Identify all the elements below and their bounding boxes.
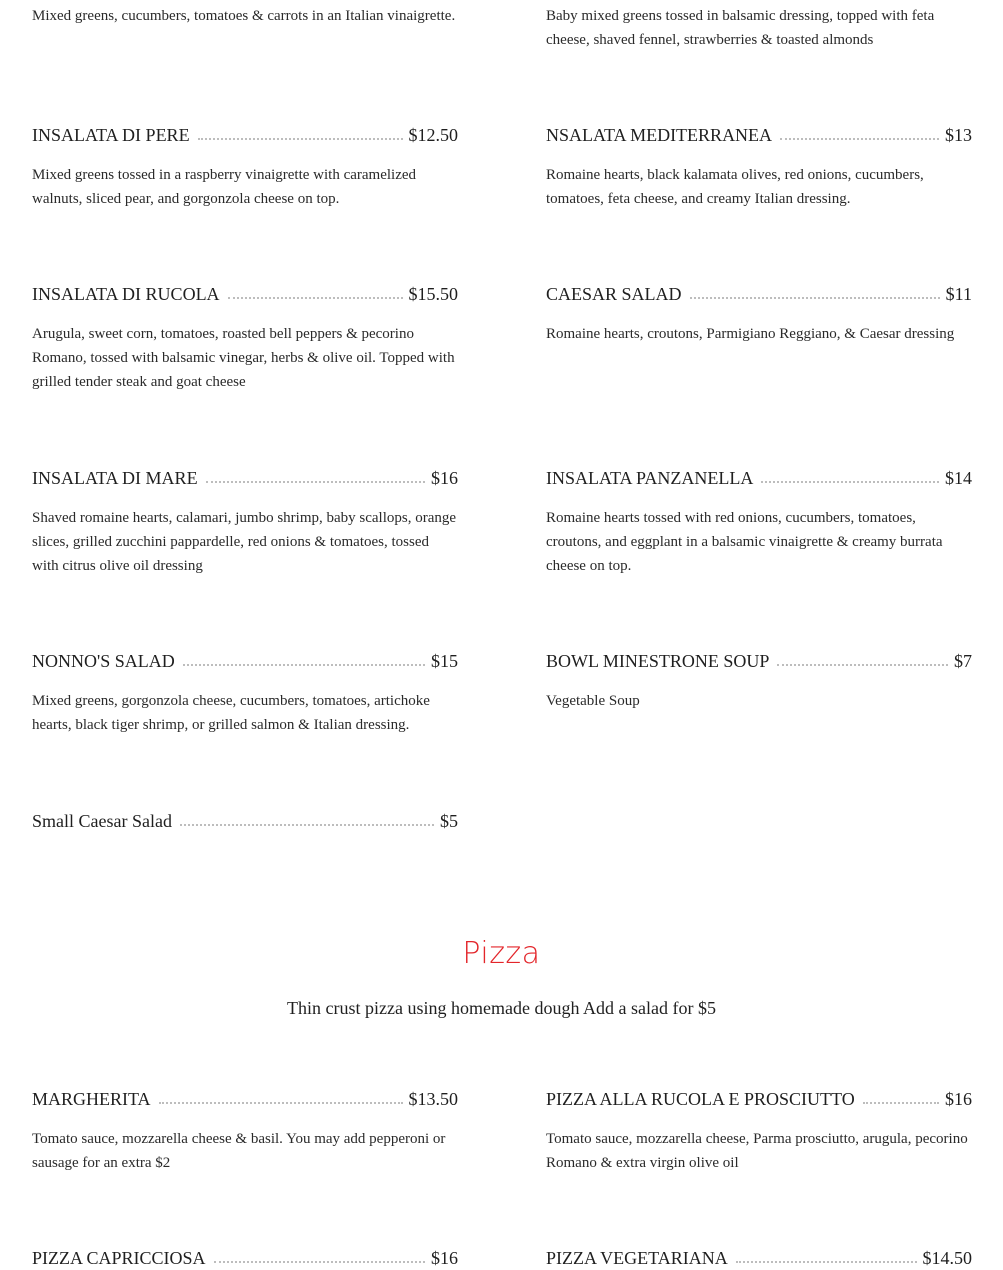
menu-item-header	[546, 1246, 972, 1270]
dotted-leader	[214, 1261, 425, 1263]
menu-item-name: INSALATA DI PERE	[32, 125, 190, 145]
menu-item-description: Vegetable Soup	[546, 693, 640, 709]
menu-item-header	[32, 1087, 458, 1111]
menu-item-name: NSALATA MEDITERRANEA	[546, 125, 773, 145]
menu-item-description: Baby mixed greens tossed in balsamic dressing, topped with feta cheese, shaved fennel, strawberries & toasted almonds	[546, 8, 935, 48]
dotted-leader	[761, 481, 939, 483]
dotted-leader	[736, 1261, 917, 1263]
menu-item-description: Shaved romaine hearts, calamari, jumbo shrimp, baby scallops, orange slices, grilled zucchini pappardelle, red onions & tomatoes, tossed with citrus olive oil dressing	[32, 510, 457, 574]
menu-item-description: Romaine hearts, croutons, Parmigiano Reggiano, & Caesar dressing	[546, 326, 955, 342]
menu-item-price: $7	[954, 651, 972, 671]
menu-item-name: INSALATA PANZANELLA	[546, 468, 754, 488]
menu-item-header	[32, 649, 458, 673]
dotted-leader	[780, 138, 939, 140]
menu-item-description: Romaine hearts tossed with red onions, cucumbers, tomatoes, croutons, and eggplant in a balsamic vinaigrette & creamy burrata cheese on top.	[546, 510, 943, 574]
menu-item-price: $15	[431, 651, 458, 671]
menu-item-insalata-di-rucola	[32, 282, 458, 394]
menu-item-price: $12.50	[408, 125, 458, 145]
menu-item-name: PIZZA VEGETARIANA	[546, 1248, 728, 1268]
menu-item-name: MARGHERITA	[32, 1089, 151, 1109]
menu-item-continued-left	[32, 4, 458, 28]
menu-item-header	[32, 809, 458, 833]
menu-item-price: $15.50	[408, 284, 458, 304]
menu-item-header	[32, 123, 458, 147]
menu-item-insalata-panzanella	[546, 466, 972, 578]
menu-item-description: Mixed greens, cucumbers, tomatoes & carrots in an Italian vinaigrette.	[32, 8, 456, 24]
menu-item-pizza-capricciosa	[32, 1246, 458, 1270]
dotted-leader	[206, 481, 425, 483]
menu-item-name: INSALATA DI RUCOLA	[32, 284, 220, 304]
menu-item-header	[32, 466, 458, 490]
menu-item-price: $13.50	[408, 1089, 458, 1109]
dotted-leader	[198, 138, 403, 140]
menu-item-description: Romaine hearts, black kalamata olives, red onions, cucumbers, tomatoes, feta cheese, and creamy Italian dressing.	[546, 167, 924, 207]
menu-item-price: $16	[945, 1089, 972, 1109]
menu-item-description: Mixed greens tossed in a raspberry vinaigrette with caramelized walnuts, sliced pear, and gorgonzola cheese on top.	[32, 167, 417, 207]
menu-item-price: $11	[945, 284, 972, 304]
menu-item-description: Arugula, sweet corn, tomatoes, roasted bell peppers & pecorino Romano, tossed with balsamic vinegar, herbs & olive oil. Topped with grilled tender steak and goat cheese	[32, 326, 455, 390]
dotted-leader	[183, 664, 425, 666]
menu-item-margherita	[32, 1087, 458, 1175]
menu-item-pizza-rucola-prosciutto	[546, 1087, 972, 1175]
menu-item-header	[32, 1246, 458, 1270]
dotted-leader	[228, 297, 403, 299]
dotted-leader	[863, 1102, 939, 1104]
section-title-pizza: Pizza	[462, 936, 541, 971]
menu-item-description: Tomato sauce, mozzarella cheese, Parma prosciutto, arugula, pecorino Romano & extra virgin olive oil	[546, 1131, 968, 1171]
menu-item-nonnos-salad	[32, 649, 458, 737]
menu-item-name: PIZZA ALLA RUCOLA E PROSCIUTTO	[546, 1089, 855, 1109]
menu-item-insalata-di-mare	[32, 466, 458, 578]
menu-item-name: PIZZA CAPRICCIOSA	[32, 1248, 206, 1268]
menu-item-pizza-vegetariana	[546, 1246, 972, 1270]
menu-item-name: NONNO'S SALAD	[32, 651, 175, 671]
dotted-leader	[690, 297, 940, 299]
menu-item-name: INSALATA DI MARE	[32, 468, 198, 488]
menu-item-small-caesar-salad	[32, 809, 458, 833]
dotted-leader	[159, 1102, 403, 1104]
menu-item-name: BOWL MINESTRONE SOUP	[546, 651, 770, 671]
menu-item-header	[546, 649, 972, 673]
menu-item-description: Mixed greens, gorgonzola cheese, cucumbers, tomatoes, artichoke hearts, black tiger shrimp, or grilled salmon & Italian dressing.	[32, 693, 430, 733]
menu-item-description: Tomato sauce, mozzarella cheese & basil. You may add pepperoni or sausage for an extra $2	[32, 1131, 446, 1171]
menu-item-price: $13	[945, 125, 972, 145]
menu-item-price: $14	[945, 468, 972, 488]
menu-item-insalata-di-pere	[32, 123, 458, 211]
menu-item-header	[546, 1087, 972, 1111]
menu-item-header	[32, 282, 458, 306]
menu-item-header	[546, 123, 972, 147]
dotted-leader	[777, 664, 948, 666]
menu-item-header	[546, 282, 972, 306]
menu-item-price: $16	[431, 1248, 458, 1268]
menu-item-name: Small Caesar Salad	[32, 811, 172, 831]
menu-item-continued-right	[546, 4, 972, 52]
dotted-leader	[180, 824, 434, 826]
menu-item-price: $5	[440, 811, 458, 831]
menu-item-caesar-salad	[546, 282, 972, 346]
menu-item-bowl-minestrone-soup	[546, 649, 972, 713]
menu-item-insalata-mediterranea	[546, 123, 972, 211]
menu-item-name: CAESAR SALAD	[546, 284, 682, 304]
menu-item-price: $16	[431, 468, 458, 488]
menu-item-header	[546, 466, 972, 490]
menu-item-price: $14.50	[922, 1248, 972, 1268]
section-subtitle: Thin crust pizza using homemade dough Add a salad for $5	[287, 998, 716, 1018]
